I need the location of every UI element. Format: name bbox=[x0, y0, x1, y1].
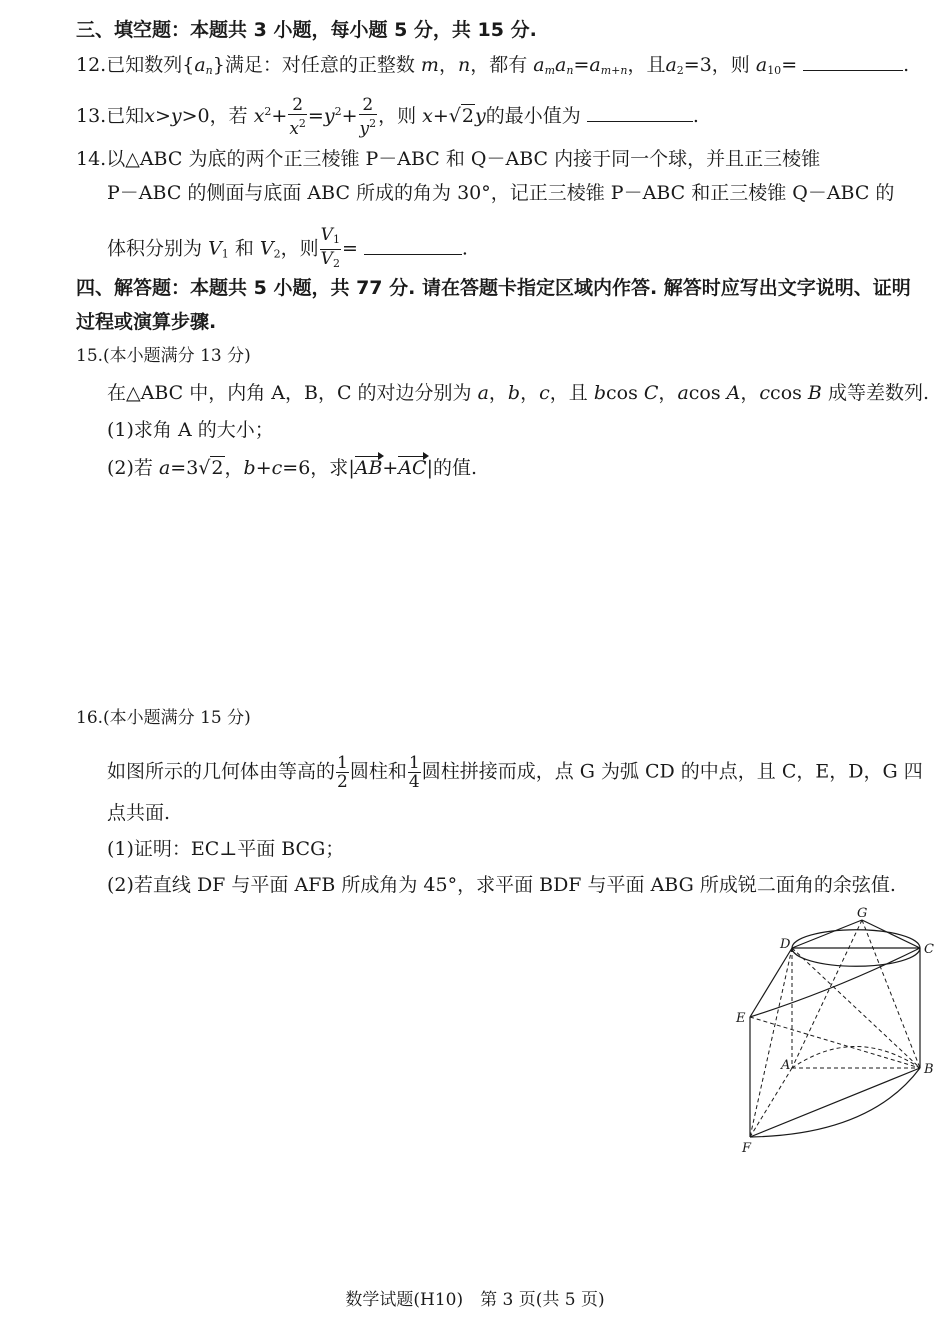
question-13: 13.已知x>y>0，若 $x^2+$ $\frac{2}{x^2}$ $=y^2+$ $\frac{2}{y^2}$ ，则 x+√2y的最小值为 . bbox=[76, 95, 699, 139]
question-14-line3: 体积分别为 $V_1$ 和 $V_2$，则 $\frac{V_1}{V_2}$ = . bbox=[107, 225, 468, 270]
section4-heading-line2: 过程或演算步骤. bbox=[76, 311, 217, 333]
question-16-stem: 如图所示的几何体由等高的 $\frac{1}{2}$ 圆柱和 $\frac{1}{4}$ 圆柱拼接而成，点 G 为弧 CD 的中点，且 C，E，D，G 四 bbox=[107, 753, 923, 792]
answer-blank-12[interactable] bbox=[803, 52, 903, 71]
answer-blank-14[interactable] bbox=[364, 236, 462, 255]
question-12: 12.已知数列$\{a_n\}$满足：对任意的正整数 m，n，都有 $a_ma_n=a_{m+n}$，且$a_2=3$，则 $a_{10}=$ . bbox=[76, 54, 910, 77]
geometry-figure bbox=[730, 900, 945, 1160]
page-footer: 数学试题(H10) 第 3 页(共 5 页) bbox=[345, 1290, 605, 1310]
question-15-header: 15.(本小题满分 13 分) bbox=[76, 346, 251, 366]
label-a: A bbox=[781, 1058, 791, 1073]
label-b: B bbox=[924, 1062, 934, 1077]
question-15-part1: (1)求角 A 的大小； bbox=[107, 419, 274, 441]
label-e: E bbox=[736, 1011, 746, 1026]
section4-heading-line1: 四、解答题：本题共 5 小题，共 77 分. 请在答题卡指定区域内作答. 解答时应写出文字说明、证明 bbox=[76, 277, 911, 299]
section3-heading: 三、填空题：本题共 3 小题，每小题 5 分，共 15 分. bbox=[76, 19, 537, 41]
label-g: G bbox=[857, 906, 868, 921]
question-16-part2: (2)若直线 DF 与平面 AFB 所成角为 45°，求平面 BDF 与平面 ABG 所成锐二面角的余弦值. bbox=[107, 874, 896, 896]
question-15-part2: (2)若 a=3√2，b+c=6，求|AB+AC|的值. bbox=[107, 457, 478, 479]
question-16-stem-line2: 点共面. bbox=[107, 802, 171, 824]
question-14: 14.以△ABC 为底的两个正三棱锥 P－ABC 和 Q－ABC 内接于同一个球，并且正三棱锥 bbox=[76, 148, 821, 170]
label-c: C bbox=[924, 942, 934, 957]
question-15-stem: 在△ABC 中，内角 A，B，C 的对边分别为 a，b，c，且 bcos C，acos A，ccos B 成等差数列. bbox=[107, 382, 929, 404]
label-d: D bbox=[780, 937, 791, 952]
question-16-header: 16.(本小题满分 15 分) bbox=[76, 708, 251, 728]
answer-blank-13[interactable] bbox=[587, 103, 693, 122]
question-14-line2: P－ABC 的侧面与底面 ABC 所成的角为 30°，记正三棱锥 P－ABC 和正三棱锥 Q－ABC 的 bbox=[107, 182, 895, 204]
question-16-part1: (1)证明：EC⊥平面 BCG； bbox=[107, 838, 345, 860]
label-f: F bbox=[742, 1141, 752, 1156]
